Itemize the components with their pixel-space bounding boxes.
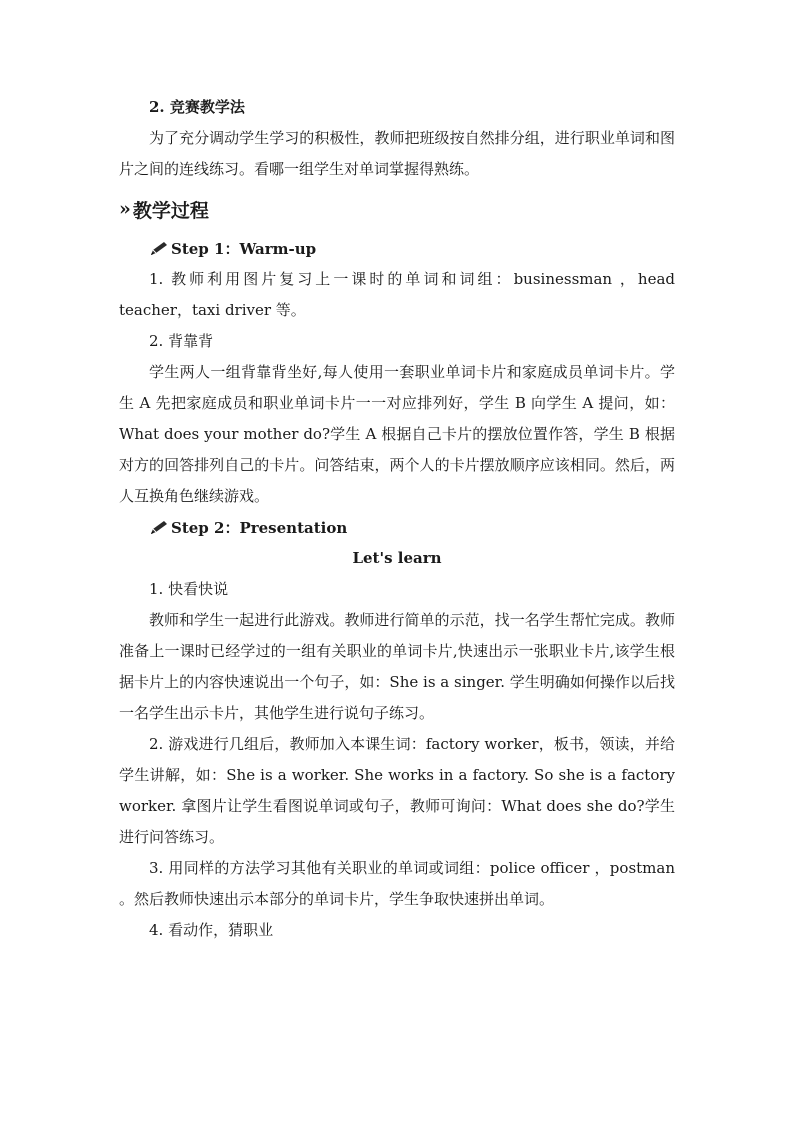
- method-body: 为了充分调动学生学习的积极性，教师把班级按自然排分组，进行职业单词和图片之间的连线练习。看哪一组学生对单词掌握得熟练。: [119, 129, 675, 178]
- step2-item1-title: 1. 快看快说: [149, 580, 229, 598]
- pencil-icon: [149, 520, 169, 536]
- pencil-icon: [149, 241, 169, 257]
- page-content: [119, 92, 675, 946]
- section-heading: [119, 185, 675, 233]
- double-chevron-icon: »: [119, 198, 127, 220]
- step2-item2: 2. 游戏进行几组后，教师加入本课生词：factory worker，板书，领读，并给学生讲解，如：She is a worker. She works in a factory. So she is a factory worker. 拿图片让学生看图说单词或句子，教师可询问：What does she do?学生进行问答练习。: [119, 735, 675, 846]
- step2-title: Step 2：Presentation: [171, 519, 348, 537]
- step1-item2-title: 2. 背靠背: [149, 332, 214, 350]
- step1-item2-body: 学生两人一组背靠背坐好,每人使用一套职业单词卡片和家庭成员单词卡片。学生 A 先把家庭成员和职业单词卡片一一对应排列好，学生 B 向学生 A 提问，如：What does your mother do?学生 A 根据自己卡片的摆放位置作答，学生 B 根据对方的回答排列自己的卡片。问答结束，两个人的卡片摆放顺序应该相同。然后，两人互换角色继续游戏。: [119, 363, 675, 505]
- step1-title: Step 1：Warm-up: [171, 240, 317, 258]
- method-heading: 2. 竞赛教学法: [149, 98, 245, 116]
- step2-item4-title: 4. 看动作，猜职业: [149, 921, 274, 939]
- step2-item1-body: 教师和学生一起进行此游戏。教师进行简单的示范，找一名学生帮忙完成。教师准备上一课时已经学过的一组有关职业的单词卡片,快速出示一张职业卡片,该学生根据卡片上的内容快速说出一个句子，如：She is a singer. 学生明确如何操作以后找一名学生出示卡片，其他学生进行说句子练习。: [119, 611, 675, 722]
- step2-item3: 3. 用同样的方法学习其他有关职业的单词或词组：police officer ，postman 。然后教师快速出示本部分的单词卡片，学生争取快速拼出单词。: [119, 859, 675, 908]
- section-title: 教学过程: [132, 199, 209, 222]
- step1-heading: [119, 233, 675, 264]
- step2-subtitle: Let's learn: [352, 549, 442, 567]
- step2-heading: [119, 512, 675, 543]
- step1-item1: 1. 教师利用图片复习上一课时的单词和词组：businessman ，head teacher，taxi driver 等。: [119, 270, 675, 319]
